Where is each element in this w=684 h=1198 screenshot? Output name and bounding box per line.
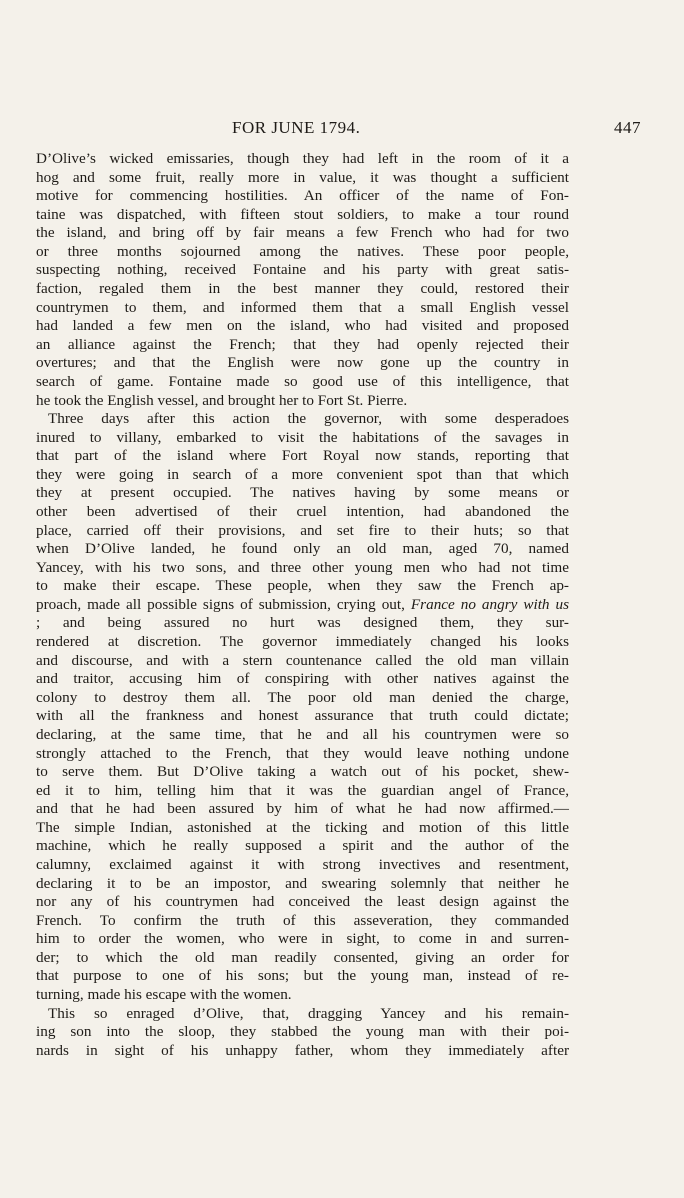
text-line: calumny, exclaimed against it with strong invectives and resentment, [36, 855, 569, 873]
text-line: they were going in search of a more convenient spot than that which [36, 465, 569, 483]
text-line: nards in sight of his unhappy father, whom they immediately after [36, 1041, 569, 1059]
running-header [0, 118, 684, 142]
text-line: declaring, at the same time, that he and all his countrymen were so [36, 725, 569, 743]
text-line: he took the English vessel, and brought her to Fort St. Pierre. [36, 391, 408, 409]
text-line: inured to villany, embarked to visit the habitations of the savages in [36, 428, 569, 446]
text-line [36, 614, 569, 633]
text-line: when D’Olive landed, he found only an old man, aged 70, named [36, 540, 569, 558]
text-line: rendered at discretion. The governor immediately changed his looks [36, 633, 569, 651]
text-line: suspecting nothing, received Fontaine and his party with great satis- [36, 261, 569, 279]
text-line: that part of the island where Fort Royal now stands, reporting that [36, 447, 569, 465]
text-line: French. To confirm the truth of this asseveration, they commanded [36, 911, 569, 929]
text-line: declaring it to be an impostor, and swearing solemnly that neither he [36, 874, 569, 892]
text-line: other been advertised of their cruel intention, had abandoned the [36, 502, 569, 520]
text-line: countrymen to them, and informed them that a small English vessel [36, 298, 569, 316]
text-line: colony to destroy them all. The poor old man denied the charge, [36, 688, 569, 706]
text-line: nor any of his countrymen had conceived the least design against the [36, 893, 569, 911]
page-number: 447 [614, 118, 641, 137]
text-line: der; to which the old man readily consented, giving an order for [36, 948, 569, 966]
text-line: with all the frankness and honest assurance that truth could dictate; [36, 707, 569, 725]
text-line: The simple Indian, astonished at the ticking and motion of this little [36, 818, 569, 836]
text-segment: proach, made all possible signs of submission, crying out, [36, 595, 405, 613]
text-line: strongly attached to the French, that they would leave nothing undone [36, 744, 569, 762]
italic-quote: France no angry with us [410, 595, 569, 613]
text-line: Three days after this action the governor, with some desperadoes [48, 410, 569, 428]
text-line: had landed a few men on the island, who had visited and proposed [36, 317, 569, 335]
text-line: to make their escape. These people, when they saw the French ap- [36, 577, 569, 595]
text-line: search of game. Fontaine made so good use of this intelligence, that [36, 372, 569, 390]
text-line: faction, regaled them in the best manner they could, restored their [36, 280, 569, 298]
text-line [36, 596, 569, 615]
text-line: turning, made his escape with the women. [36, 986, 292, 1004]
text-line: or three months sojourned among the natives. These poor people, [36, 242, 569, 260]
text-line: ing son into the sloop, they stabbed the young man with their poi- [36, 1023, 569, 1041]
text-line: hog and some fruit, really more in value, it was thought a sufficient [36, 168, 569, 186]
text-line: taine was dispatched, with fifteen stout soldiers, to make a tour round [36, 205, 569, 223]
text-line: place, carried off their provisions, and set fire to their huts; so that [36, 521, 569, 539]
text-line: motive for commencing hostilities. An officer of the name of Fon- [36, 187, 569, 205]
text-line: the island, and bring off by fair means a few French who had for two [36, 224, 569, 242]
text-line: him to order the women, who were in sight, to come in and surren- [36, 930, 569, 948]
text-line: that purpose to one of his sons; but the young man, instead of re- [36, 967, 569, 985]
text-line: overtures; and that the English were now gone up the country in [36, 354, 569, 372]
text-line: ed it to him, telling him that it was the guardian angel of France, [36, 781, 569, 799]
text-line: machine, which he really supposed a spirit and the author of the [36, 837, 569, 855]
body-text [36, 150, 569, 1060]
text-line: and traitor, accusing him of conspiring with other natives against the [36, 670, 569, 688]
text-line: an alliance against the French; that they had openly rejected their [36, 335, 569, 353]
text-line: and discourse, and with a stern countenance called the old man villain [36, 651, 569, 669]
text-line: to serve them. But D’Olive taking a watch out of his pocket, shew- [36, 763, 569, 781]
text-line: D’Olive’s wicked emissaries, though they had left in the room of it a [36, 150, 569, 167]
text-line: Yancey, with his two sons, and three other young men who had not time [36, 558, 569, 576]
text-line: This so enraged d’Olive, that, dragging Yancey and his remain- [48, 1004, 569, 1022]
text-line: and that he had been assured by him of what he had now affirmed.— [36, 800, 569, 818]
running-title: FOR JUNE 1794. [232, 118, 361, 137]
text-segment: ; and being assured no hurt was designed them, they sur- [36, 614, 569, 632]
text-line: they at present occupied. The natives having by some means or [36, 484, 569, 502]
